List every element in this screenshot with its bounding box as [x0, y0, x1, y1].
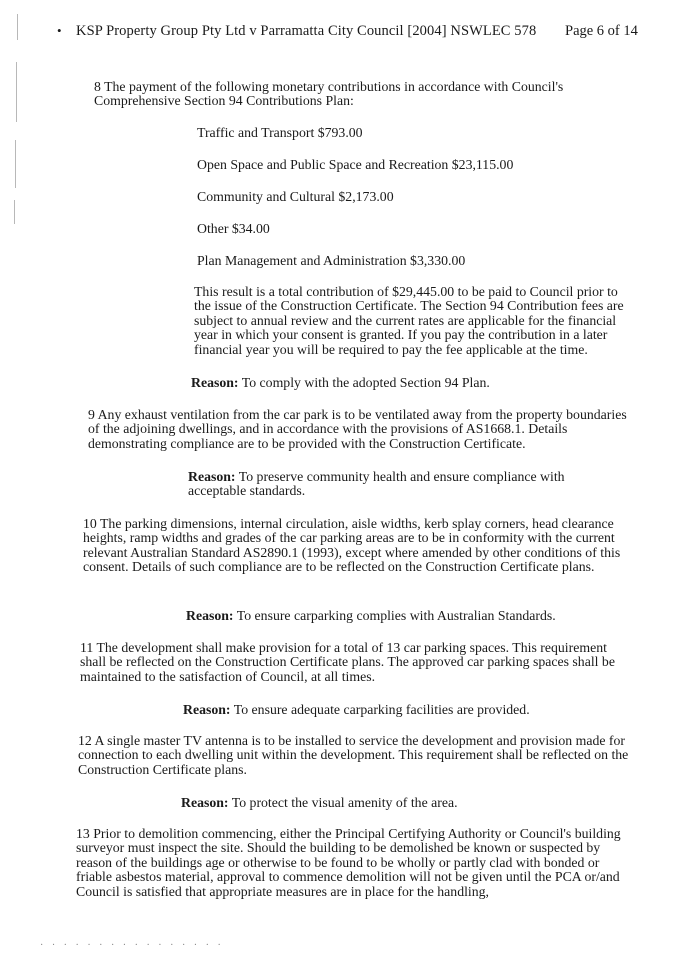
- reason-label: Reason:: [181, 795, 229, 810]
- reason-10: [186, 609, 626, 623]
- reason-text: To comply with the adopted Section 94 Plan.: [241, 375, 490, 390]
- reason-text: To ensure carparking complies with Australian Standards.: [236, 608, 556, 623]
- reason-text: To preserve community health and ensure compliance with acceptable standards.: [188, 469, 565, 499]
- page-number: Page 6 of 14: [565, 23, 638, 39]
- margin-mark: [16, 62, 17, 122]
- reason-label: Reason:: [183, 702, 231, 717]
- reason-8: [191, 376, 631, 390]
- contribution-plan-management: Plan Management and Administration $3,330.00: [197, 253, 466, 268]
- reason-text: To protect the visual amenity of the area.: [231, 795, 458, 810]
- page-header-title: KSP Property Group Pty Ltd v Parramatta City Council [2004] NSWLEC 578: [76, 23, 537, 39]
- condition-8: 8 The payment of the following monetary contributions in accordance with Council's Comprehensive Section 94 Contributions Plan:: [94, 79, 564, 109]
- contribution-community: Community and Cultural $2,173.00: [197, 189, 394, 204]
- condition-11: 11 The development shall make provision for a total of 13 car parking spaces. This requirement shall be reflected on the Construction Certificate plans. The approved car parking spaces shall be maintained to the satisfaction of Council, at all times.: [80, 640, 615, 684]
- reason-label: Reason:: [188, 469, 236, 484]
- reason-12: [181, 796, 621, 810]
- reason-label: Reason:: [186, 608, 234, 623]
- condition-12: 12 A single master TV antenna is to be installed to service the development and provision made for connection to each dwelling unit within the development. This requirement shall be reflected on the Construction Certificate plans.: [78, 733, 629, 777]
- contribution-open-space: Open Space and Public Space and Recreation $23,115.00: [197, 157, 514, 172]
- margin-mark: [15, 140, 16, 188]
- reason-label: Reason:: [191, 375, 239, 390]
- reason-9: [188, 470, 608, 499]
- contribution-total-paragraph: This result is a total contribution of $29,445.00 to be paid to Council prior to the issue of the Construction Certificate. The Section 94 Contribution fees are subject to annual review and the current rates are applicable for the financial year in which your consent is granted. If you pay the contribution in a later financial year you will be required to pay the fee applicable at the time.: [194, 284, 624, 357]
- reason-text: To ensure adequate carparking facilities are provided.: [233, 702, 530, 717]
- condition-13: 13 Prior to demolition commencing, either the Principal Certifying Authority or Council's building surveyor must inspect the site. Should the building to be demolished be known or suspected by reason of the buildings age or otherwise to be found to be wholly or partly clad with bonded or friable asbestos material, approval to commence demolition will not be given until the PCA or/and Council is satisfied that appropriate measures are in place for the handling,: [76, 826, 621, 899]
- scan-artifact: · · · · · · · · · · · · · · · ·: [40, 940, 224, 951]
- condition-10: 10 The parking dimensions, internal circulation, aisle widths, kerb splay corners, head clearance heights, ramp widths and grades of the car parking areas are to be in conformity with the current relevant Australian Standard AS2890.1 (1993), except where amended by other conditions of this consent. Details of such compliance are to be reflected on the Construction Certificate plans.: [83, 516, 621, 575]
- margin-mark: [14, 200, 15, 224]
- contribution-traffic: Traffic and Transport $793.00: [197, 125, 363, 140]
- margin-mark: [17, 14, 18, 40]
- condition-9: 9 Any exhaust ventilation from the car park is to be ventilated away from the property boundaries of the adjoining dwellings, and in accordance with the provisions of AS1668.1. Details demonstrating compliance are to be provided with the Construction Certificate.: [88, 407, 627, 451]
- contribution-other: Other $34.00: [197, 221, 270, 236]
- header-bullet: •: [57, 23, 62, 38]
- reason-11: [183, 703, 623, 717]
